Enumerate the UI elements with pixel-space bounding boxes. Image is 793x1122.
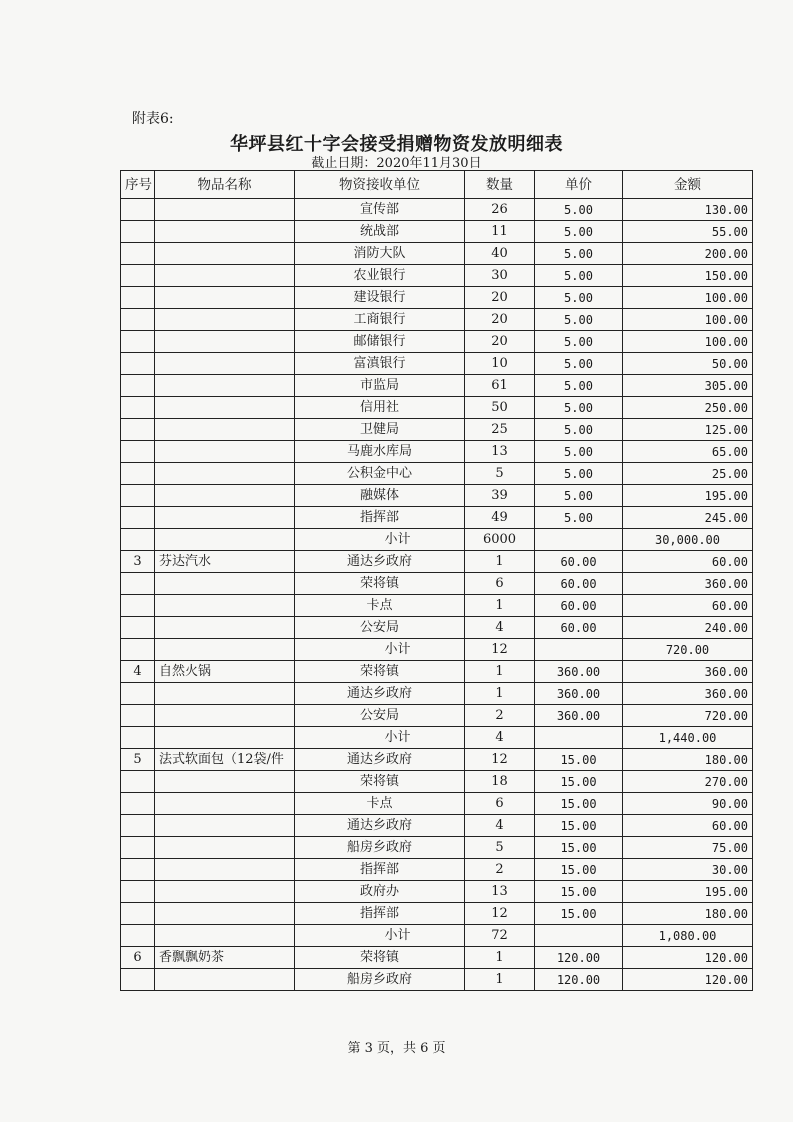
row-quantity: 1 bbox=[465, 683, 535, 705]
document-title: 华坪县红十字会接受捐赠物资发放明细表 bbox=[230, 134, 563, 155]
row-unit-price: 15.00 bbox=[535, 749, 623, 771]
row-quantity: 12 bbox=[465, 749, 535, 771]
row-recipient: 公安局 bbox=[295, 705, 465, 727]
row-recipient: 小计 bbox=[295, 925, 465, 947]
row-recipient: 富滇银行 bbox=[295, 353, 465, 375]
table-row bbox=[121, 573, 753, 595]
table-row bbox=[121, 749, 753, 771]
header-seq: 序号 bbox=[121, 171, 155, 199]
row-seq bbox=[121, 771, 155, 793]
row-amount: 60.00 bbox=[623, 551, 753, 573]
table-row bbox=[121, 837, 753, 859]
row-recipient: 融媒体 bbox=[295, 485, 465, 507]
row-quantity: 1 bbox=[465, 947, 535, 969]
row-item-name bbox=[155, 903, 295, 925]
row-quantity: 1 bbox=[465, 969, 535, 991]
row-item-name bbox=[155, 353, 295, 375]
row-quantity: 2 bbox=[465, 859, 535, 881]
table-row bbox=[121, 661, 753, 683]
row-seq bbox=[121, 573, 155, 595]
row-unit-price: 60.00 bbox=[535, 595, 623, 617]
row-item-name bbox=[155, 683, 295, 705]
row-item-name bbox=[155, 529, 295, 551]
table-row bbox=[121, 353, 753, 375]
table-row bbox=[121, 485, 753, 507]
table-row bbox=[121, 705, 753, 727]
row-amount: 130.00 bbox=[623, 199, 753, 221]
row-quantity: 4 bbox=[465, 727, 535, 749]
row-unit-price: 5.00 bbox=[535, 287, 623, 309]
row-amount: 245.00 bbox=[623, 507, 753, 529]
row-item-name: 法式软面包（12袋/件 bbox=[155, 749, 295, 771]
row-recipient: 指挥部 bbox=[295, 859, 465, 881]
header-unit-price: 单价 bbox=[535, 171, 623, 199]
table-row bbox=[121, 969, 753, 991]
table-row bbox=[121, 815, 753, 837]
row-recipient: 小计 bbox=[295, 639, 465, 661]
row-amount: 50.00 bbox=[623, 353, 753, 375]
row-item-name bbox=[155, 463, 295, 485]
row-quantity: 50 bbox=[465, 397, 535, 419]
subtotal-row bbox=[121, 639, 753, 661]
row-item-name bbox=[155, 925, 295, 947]
row-recipient: 指挥部 bbox=[295, 903, 465, 925]
row-recipient: 船房乡政府 bbox=[295, 969, 465, 991]
table-row bbox=[121, 859, 753, 881]
row-item-name bbox=[155, 881, 295, 903]
row-recipient: 卫健局 bbox=[295, 419, 465, 441]
row-item-name bbox=[155, 331, 295, 353]
header-item-name: 物品名称 bbox=[155, 171, 295, 199]
row-amount: 150.00 bbox=[623, 265, 753, 287]
row-item-name bbox=[155, 573, 295, 595]
row-seq bbox=[121, 243, 155, 265]
row-item-name: 芬达汽水 bbox=[155, 551, 295, 573]
row-amount: 30.00 bbox=[623, 859, 753, 881]
row-quantity: 40 bbox=[465, 243, 535, 265]
row-item-name bbox=[155, 309, 295, 331]
row-amount: 60.00 bbox=[623, 595, 753, 617]
row-amount: 90.00 bbox=[623, 793, 753, 815]
row-unit-price: 5.00 bbox=[535, 199, 623, 221]
row-amount: 180.00 bbox=[623, 749, 753, 771]
table-row bbox=[121, 309, 753, 331]
row-seq bbox=[121, 617, 155, 639]
row-seq bbox=[121, 529, 155, 551]
row-quantity: 20 bbox=[465, 287, 535, 309]
row-unit-price bbox=[535, 639, 623, 661]
row-seq bbox=[121, 419, 155, 441]
row-recipient: 小计 bbox=[295, 529, 465, 551]
row-amount: 30,000.00 bbox=[623, 529, 753, 551]
row-item-name bbox=[155, 617, 295, 639]
row-recipient: 通达乡政府 bbox=[295, 815, 465, 837]
table-row bbox=[121, 683, 753, 705]
row-quantity: 1 bbox=[465, 595, 535, 617]
row-unit-price: 5.00 bbox=[535, 353, 623, 375]
row-quantity: 6000 bbox=[465, 529, 535, 551]
row-unit-price: 5.00 bbox=[535, 375, 623, 397]
row-recipient: 荣将镇 bbox=[295, 947, 465, 969]
row-seq bbox=[121, 969, 155, 991]
subtotal-row bbox=[121, 925, 753, 947]
row-amount: 305.00 bbox=[623, 375, 753, 397]
row-seq bbox=[121, 815, 155, 837]
row-unit-price: 5.00 bbox=[535, 463, 623, 485]
row-seq bbox=[121, 881, 155, 903]
row-quantity: 20 bbox=[465, 309, 535, 331]
row-unit-price: 15.00 bbox=[535, 859, 623, 881]
table-row bbox=[121, 463, 753, 485]
row-quantity: 1 bbox=[465, 551, 535, 573]
row-recipient: 荣将镇 bbox=[295, 661, 465, 683]
row-quantity: 18 bbox=[465, 771, 535, 793]
row-item-name bbox=[155, 199, 295, 221]
row-recipient: 农业银行 bbox=[295, 265, 465, 287]
row-quantity: 4 bbox=[465, 815, 535, 837]
row-recipient: 荣将镇 bbox=[295, 771, 465, 793]
table-row bbox=[121, 287, 753, 309]
row-amount: 75.00 bbox=[623, 837, 753, 859]
row-unit-price: 15.00 bbox=[535, 771, 623, 793]
row-unit-price: 5.00 bbox=[535, 419, 623, 441]
table-row bbox=[121, 441, 753, 463]
row-quantity: 25 bbox=[465, 419, 535, 441]
row-amount: 25.00 bbox=[623, 463, 753, 485]
table-row bbox=[121, 771, 753, 793]
row-amount: 120.00 bbox=[623, 969, 753, 991]
row-seq bbox=[121, 859, 155, 881]
row-item-name bbox=[155, 705, 295, 727]
distribution-table bbox=[120, 170, 753, 991]
row-quantity: 26 bbox=[465, 199, 535, 221]
table-row bbox=[121, 419, 753, 441]
row-seq bbox=[121, 683, 155, 705]
table-row bbox=[121, 375, 753, 397]
header-quantity: 数量 bbox=[465, 171, 535, 199]
row-item-name: 香飘飘奶茶 bbox=[155, 947, 295, 969]
row-amount: 125.00 bbox=[623, 419, 753, 441]
row-recipient: 宣传部 bbox=[295, 199, 465, 221]
row-amount: 65.00 bbox=[623, 441, 753, 463]
row-unit-price: 5.00 bbox=[535, 441, 623, 463]
row-seq bbox=[121, 353, 155, 375]
table-body bbox=[121, 199, 753, 991]
table-row bbox=[121, 507, 753, 529]
row-recipient: 通达乡政府 bbox=[295, 683, 465, 705]
table-row bbox=[121, 881, 753, 903]
row-seq bbox=[121, 375, 155, 397]
row-quantity: 13 bbox=[465, 881, 535, 903]
row-item-name bbox=[155, 639, 295, 661]
row-recipient: 市监局 bbox=[295, 375, 465, 397]
row-item-name bbox=[155, 507, 295, 529]
row-seq bbox=[121, 265, 155, 287]
row-seq: 6 bbox=[121, 947, 155, 969]
row-unit-price: 15.00 bbox=[535, 793, 623, 815]
row-unit-price: 120.00 bbox=[535, 947, 623, 969]
row-quantity: 12 bbox=[465, 903, 535, 925]
row-recipient: 消防大队 bbox=[295, 243, 465, 265]
row-seq bbox=[121, 727, 155, 749]
row-quantity: 39 bbox=[465, 485, 535, 507]
row-seq bbox=[121, 309, 155, 331]
table-row bbox=[121, 199, 753, 221]
row-quantity: 1 bbox=[465, 661, 535, 683]
row-unit-price: 5.00 bbox=[535, 221, 623, 243]
row-seq bbox=[121, 793, 155, 815]
row-item-name bbox=[155, 727, 295, 749]
row-seq bbox=[121, 331, 155, 353]
row-seq bbox=[121, 925, 155, 947]
row-unit-price: 360.00 bbox=[535, 683, 623, 705]
row-quantity: 5 bbox=[465, 463, 535, 485]
row-item-name bbox=[155, 441, 295, 463]
row-unit-price: 60.00 bbox=[535, 551, 623, 573]
row-amount: 60.00 bbox=[623, 815, 753, 837]
row-item-name bbox=[155, 375, 295, 397]
row-item-name bbox=[155, 595, 295, 617]
row-quantity: 13 bbox=[465, 441, 535, 463]
row-amount: 200.00 bbox=[623, 243, 753, 265]
row-recipient: 马鹿水库局 bbox=[295, 441, 465, 463]
row-amount: 1,440.00 bbox=[623, 727, 753, 749]
row-amount: 1,080.00 bbox=[623, 925, 753, 947]
row-quantity: 10 bbox=[465, 353, 535, 375]
row-recipient: 政府办 bbox=[295, 881, 465, 903]
row-unit-price: 5.00 bbox=[535, 309, 623, 331]
row-item-name bbox=[155, 485, 295, 507]
row-recipient: 公安局 bbox=[295, 617, 465, 639]
row-seq bbox=[121, 639, 155, 661]
row-item-name bbox=[155, 397, 295, 419]
row-recipient: 指挥部 bbox=[295, 507, 465, 529]
row-seq bbox=[121, 199, 155, 221]
row-amount: 180.00 bbox=[623, 903, 753, 925]
row-recipient: 公积金中心 bbox=[295, 463, 465, 485]
table-row bbox=[121, 397, 753, 419]
table-row bbox=[121, 265, 753, 287]
row-quantity: 2 bbox=[465, 705, 535, 727]
row-quantity: 6 bbox=[465, 793, 535, 815]
row-unit-price: 5.00 bbox=[535, 485, 623, 507]
row-amount: 120.00 bbox=[623, 947, 753, 969]
row-amount: 195.00 bbox=[623, 881, 753, 903]
row-seq bbox=[121, 463, 155, 485]
row-quantity: 72 bbox=[465, 925, 535, 947]
row-seq bbox=[121, 705, 155, 727]
row-recipient: 通达乡政府 bbox=[295, 551, 465, 573]
row-quantity: 20 bbox=[465, 331, 535, 353]
row-quantity: 61 bbox=[465, 375, 535, 397]
row-amount: 55.00 bbox=[623, 221, 753, 243]
row-unit-price: 5.00 bbox=[535, 265, 623, 287]
row-amount: 100.00 bbox=[623, 309, 753, 331]
row-unit-price: 5.00 bbox=[535, 397, 623, 419]
row-item-name bbox=[155, 815, 295, 837]
header-amount: 金额 bbox=[623, 171, 753, 199]
row-item-name bbox=[155, 287, 295, 309]
row-seq bbox=[121, 595, 155, 617]
row-recipient: 建设银行 bbox=[295, 287, 465, 309]
table-row bbox=[121, 243, 753, 265]
row-unit-price bbox=[535, 529, 623, 551]
table-row bbox=[121, 221, 753, 243]
table-row bbox=[121, 947, 753, 969]
row-seq bbox=[121, 903, 155, 925]
row-recipient: 信用社 bbox=[295, 397, 465, 419]
row-quantity: 49 bbox=[465, 507, 535, 529]
row-item-name bbox=[155, 265, 295, 287]
row-amount: 100.00 bbox=[623, 331, 753, 353]
row-unit-price: 15.00 bbox=[535, 881, 623, 903]
row-seq bbox=[121, 287, 155, 309]
row-recipient: 工商银行 bbox=[295, 309, 465, 331]
row-seq: 5 bbox=[121, 749, 155, 771]
row-unit-price: 15.00 bbox=[535, 903, 623, 925]
row-item-name bbox=[155, 793, 295, 815]
row-quantity: 6 bbox=[465, 573, 535, 595]
subtotal-row bbox=[121, 529, 753, 551]
row-unit-price bbox=[535, 727, 623, 749]
row-amount: 240.00 bbox=[623, 617, 753, 639]
row-seq: 4 bbox=[121, 661, 155, 683]
cutoff-date: 截止日期：2020年11月30日 bbox=[311, 156, 482, 171]
table-row bbox=[121, 595, 753, 617]
row-amount: 195.00 bbox=[623, 485, 753, 507]
subtotal-row bbox=[121, 727, 753, 749]
row-item-name bbox=[155, 419, 295, 441]
table-header-row bbox=[121, 171, 753, 199]
row-unit-price: 60.00 bbox=[535, 573, 623, 595]
row-item-name bbox=[155, 859, 295, 881]
row-seq bbox=[121, 485, 155, 507]
row-recipient: 卡点 bbox=[295, 793, 465, 815]
row-amount: 360.00 bbox=[623, 683, 753, 705]
row-seq bbox=[121, 507, 155, 529]
row-item-name bbox=[155, 243, 295, 265]
row-amount: 360.00 bbox=[623, 661, 753, 683]
row-recipient: 邮储银行 bbox=[295, 331, 465, 353]
row-unit-price: 5.00 bbox=[535, 331, 623, 353]
row-unit-price: 120.00 bbox=[535, 969, 623, 991]
row-amount: 250.00 bbox=[623, 397, 753, 419]
row-item-name bbox=[155, 221, 295, 243]
row-unit-price bbox=[535, 925, 623, 947]
attachment-label: 附表6: bbox=[132, 111, 174, 127]
row-recipient: 船房乡政府 bbox=[295, 837, 465, 859]
row-amount: 720.00 bbox=[623, 705, 753, 727]
row-unit-price: 15.00 bbox=[535, 815, 623, 837]
row-quantity: 30 bbox=[465, 265, 535, 287]
row-unit-price: 360.00 bbox=[535, 661, 623, 683]
row-amount: 270.00 bbox=[623, 771, 753, 793]
row-amount: 360.00 bbox=[623, 573, 753, 595]
table-row bbox=[121, 793, 753, 815]
row-item-name bbox=[155, 837, 295, 859]
row-recipient: 通达乡政府 bbox=[295, 749, 465, 771]
header-recipient: 物资接收单位 bbox=[295, 171, 465, 199]
row-seq bbox=[121, 397, 155, 419]
row-unit-price: 5.00 bbox=[535, 243, 623, 265]
row-recipient: 小计 bbox=[295, 727, 465, 749]
row-item-name bbox=[155, 771, 295, 793]
row-quantity: 11 bbox=[465, 221, 535, 243]
row-unit-price: 15.00 bbox=[535, 837, 623, 859]
page-number: 第 3 页，共 6 页 bbox=[347, 1041, 446, 1056]
row-recipient: 卡点 bbox=[295, 595, 465, 617]
row-seq bbox=[121, 221, 155, 243]
row-item-name bbox=[155, 969, 295, 991]
table-row bbox=[121, 551, 753, 573]
row-quantity: 5 bbox=[465, 837, 535, 859]
row-recipient: 统战部 bbox=[295, 221, 465, 243]
row-quantity: 4 bbox=[465, 617, 535, 639]
row-item-name: 自然火锅 bbox=[155, 661, 295, 683]
table-row bbox=[121, 903, 753, 925]
row-seq: 3 bbox=[121, 551, 155, 573]
row-amount: 100.00 bbox=[623, 287, 753, 309]
row-seq bbox=[121, 837, 155, 859]
row-unit-price: 5.00 bbox=[535, 507, 623, 529]
row-recipient: 荣将镇 bbox=[295, 573, 465, 595]
row-amount: 720.00 bbox=[623, 639, 753, 661]
table-row bbox=[121, 331, 753, 353]
row-unit-price: 360.00 bbox=[535, 705, 623, 727]
row-seq bbox=[121, 441, 155, 463]
table-row bbox=[121, 617, 753, 639]
row-quantity: 12 bbox=[465, 639, 535, 661]
row-unit-price: 60.00 bbox=[535, 617, 623, 639]
